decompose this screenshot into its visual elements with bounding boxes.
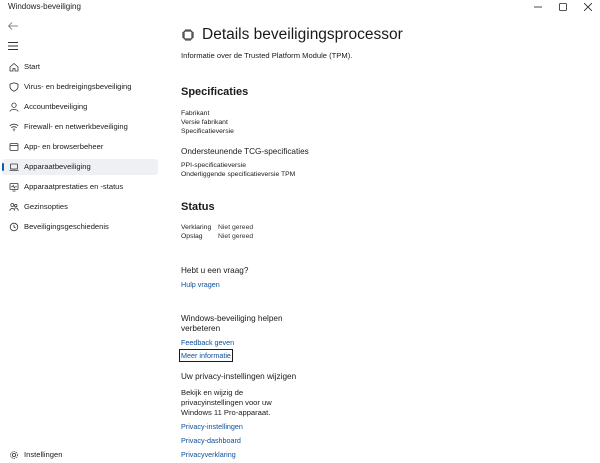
sidebar-item-label: Virus- en bedreigingsbeveiliging — [24, 82, 132, 91]
tcg-ppi-version: PPI-specificatieversie — [181, 162, 246, 169]
sidebar-item-device-security[interactable] — [2, 159, 158, 175]
privacy-text-line1: Bekijk en wijzig de — [181, 388, 244, 397]
tcg-tpm-version: Onderliggende specificatieversie TPM — [181, 171, 296, 178]
spec-manufacturer-version: Versie fabrikant — [181, 119, 228, 126]
sidebar-item-family[interactable] — [2, 199, 158, 215]
sidebar-item-label: Apparaatprestaties en -status — [24, 182, 124, 191]
tcg-heading: Ondersteunende TCG-specificaties — [181, 147, 309, 156]
minimize-button[interactable] — [525, 0, 550, 14]
menu-icon[interactable] — [7, 41, 19, 51]
settings-label: Instellingen — [24, 450, 63, 459]
laptop-icon — [9, 162, 19, 172]
sidebar-item-performance[interactable] — [2, 179, 158, 195]
sidebar-item-settings[interactable] — [2, 447, 158, 463]
status-value: Niet gereed — [218, 224, 254, 231]
sidebar-item-label: Beveiligingsgeschiedenis — [24, 222, 109, 231]
improve-heading-line2: verbeteren — [181, 324, 221, 333]
minimize-icon — [534, 3, 542, 11]
sidebar-item-history[interactable] — [2, 219, 158, 235]
page-header — [181, 26, 403, 44]
privacy-statement-link[interactable]: Privacyverklaring — [181, 450, 236, 459]
close-button[interactable] — [575, 0, 600, 14]
heart-monitor-icon — [9, 182, 19, 192]
sidebar-item-app-browser[interactable] — [2, 139, 158, 155]
sidebar-item-start[interactable] — [2, 59, 158, 75]
specs-heading: Specificaties — [181, 86, 249, 98]
sidebar-item-account[interactable] — [2, 99, 158, 115]
help-heading: Hebt u een vraag? — [181, 266, 249, 275]
sidebar-item-label: Accountbeveiliging — [24, 102, 88, 111]
back-arrow-icon[interactable] — [7, 21, 19, 31]
family-icon — [9, 202, 19, 212]
window-controls — [525, 0, 600, 14]
gear-icon — [9, 450, 19, 460]
sidebar-item-label: Firewall- en netwerkbeveiliging — [24, 122, 128, 131]
home-icon — [9, 62, 19, 72]
feedback-link[interactable]: Feedback geven — [181, 338, 235, 347]
wifi-icon — [9, 122, 19, 132]
more-info-link[interactable]: Meer informatie — [181, 351, 231, 360]
status-label: Opslag — [181, 233, 203, 240]
maximize-button[interactable] — [550, 0, 575, 14]
sidebar-item-label: Start — [24, 62, 41, 71]
sidebar-item-label: App- en browserbeheer — [24, 142, 104, 151]
privacy-text-line3: Windows 11 Pro-apparaat. — [181, 408, 271, 417]
main-content — [160, 14, 600, 463]
processor-chip-icon — [181, 28, 195, 42]
sidebar-item-firewall[interactable] — [2, 119, 158, 135]
sidebar-item-label: Apparaatbeveiliging — [24, 162, 91, 171]
sidebar-item-virus[interactable] — [2, 79, 158, 95]
privacy-dashboard-link[interactable]: Privacy-dashboard — [181, 436, 241, 445]
sidebar-item-label: Gezinsopties — [24, 202, 68, 211]
status-row — [181, 233, 254, 240]
title-bar — [0, 0, 600, 14]
close-icon — [584, 3, 592, 11]
get-help-link[interactable]: Hulp vragen — [181, 280, 220, 289]
spec-spec-version: Specificatieversie — [181, 128, 234, 135]
status-value: Niet gereed — [218, 233, 254, 240]
page-subtitle: Informatie over de Trusted Platform Module (TPM). — [181, 51, 353, 60]
app-window-icon — [9, 142, 19, 152]
maximize-icon — [559, 3, 567, 11]
privacy-heading: Uw privacy-instellingen wijzigen — [181, 372, 297, 381]
privacy-settings-link[interactable]: Privacy-instellingen — [181, 422, 243, 431]
person-icon — [9, 102, 19, 112]
status-row — [181, 224, 254, 231]
privacy-text-line2: privacyinstellingen voor uw — [181, 398, 272, 407]
improve-heading-line1: Windows-beveiliging helpen — [181, 314, 283, 323]
status-label: Verklaring — [181, 224, 212, 231]
spec-manufacturer: Fabrikant — [181, 110, 210, 117]
window-title: Windows-beveiliging — [8, 2, 81, 11]
sidebar — [0, 14, 160, 463]
status-heading: Status — [181, 201, 215, 213]
history-icon — [9, 222, 19, 232]
shield-icon — [9, 82, 19, 92]
page-title: Details beveiligingsprocessor — [202, 26, 403, 43]
